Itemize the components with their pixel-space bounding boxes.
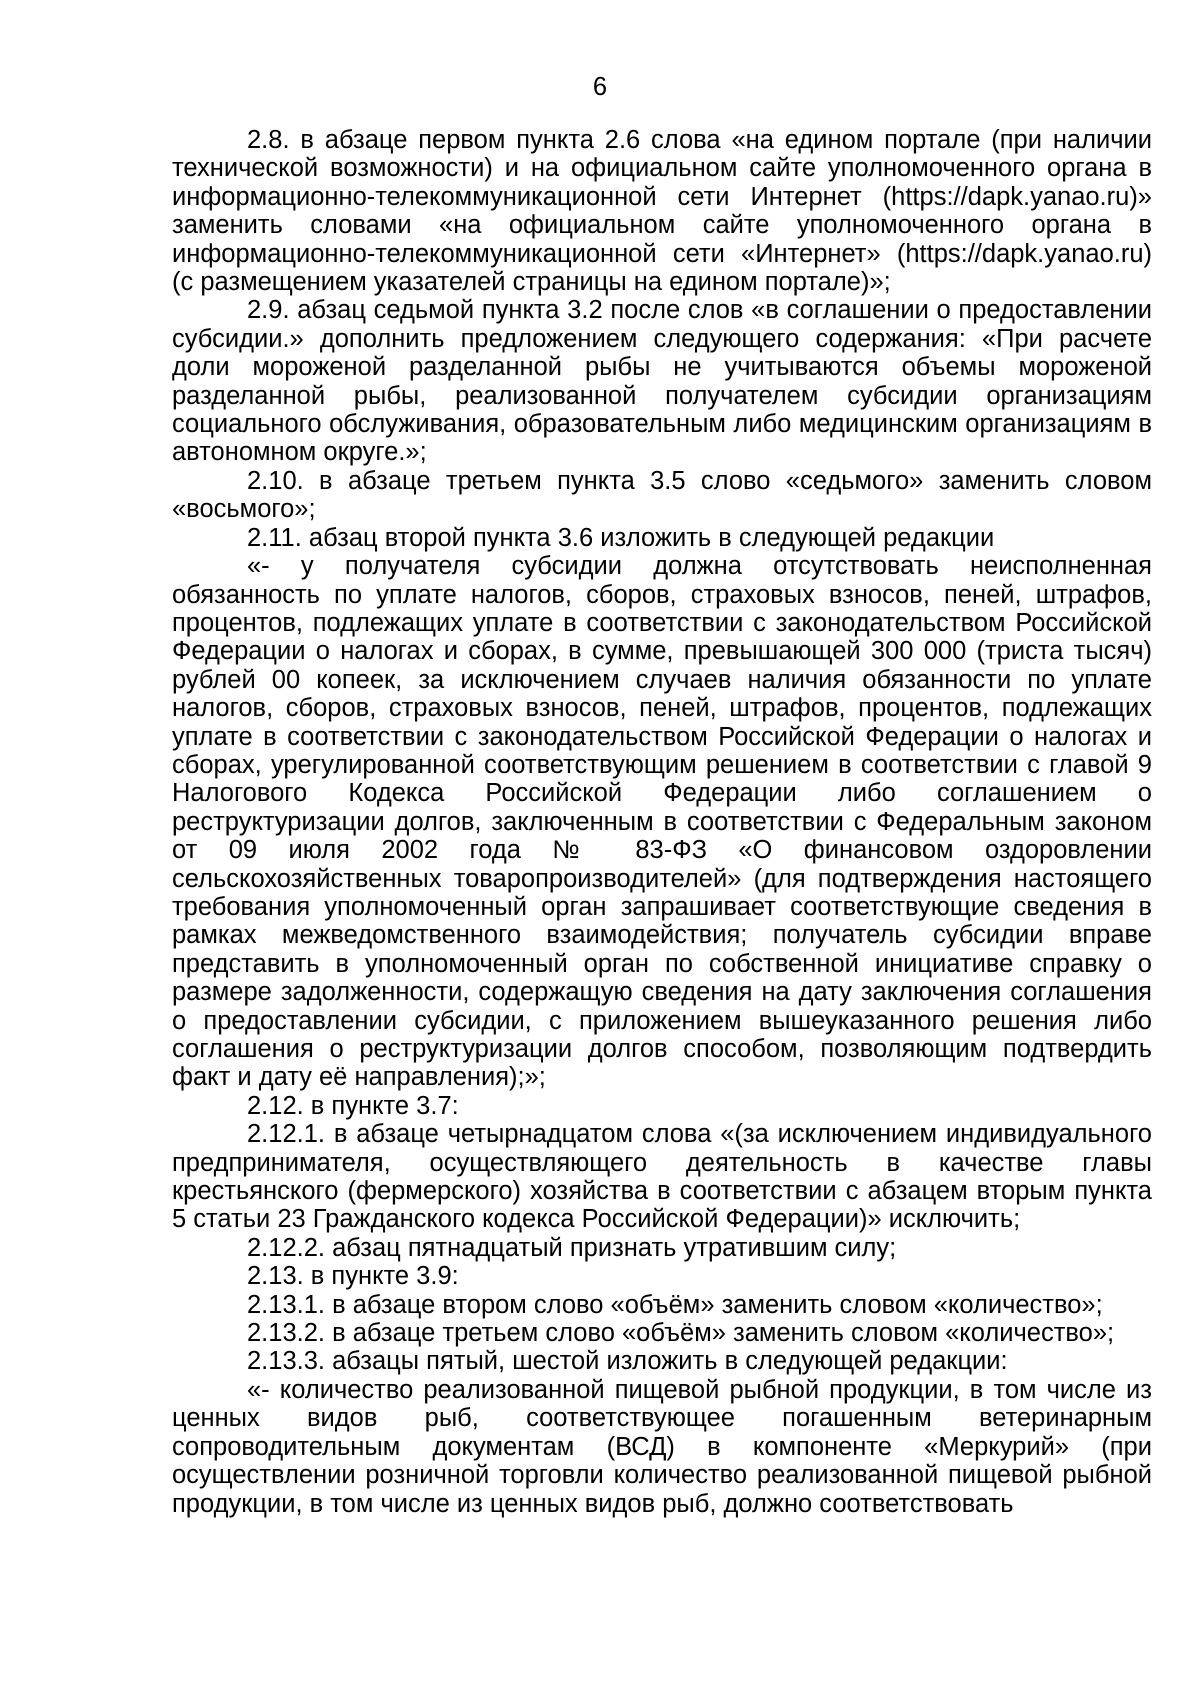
paragraph-2-11: 2.11. абзац второй пункта 3.6 изложить в следующей редакции: [247, 523, 995, 552]
paragraph-2-10: 2.10. в абзаце третьем пункта 3.5 слово «седьмого» заменить словом «восьмого»;: [172, 466, 1152, 524]
paragraph-2-11-quote: «- у получателя субсидии должна отсутствовать неисполненная обязанность по уплате налогов, сборов, страховых взносов, пеней, штрафов, процентов, подлежащих уплате в соответствии с законодательством Российской Федерации о налогах и сборах, в сумме, превышающей 300 000 (триста тысяч) рублей 00 копеек, за исключением случаев наличия обязанности по уплате налогов, сборов, страховых взносов, пеней, штрафов, процентов, подлежащих уплате в соответствии с законодательством Российской Федерации о налогах и сборах, урегулированной соответствующим решением в соответствии с главой 9 Налогового Кодекса Российской Федерации либо соглашением о реструктуризации долгов, заключенным в соответствии с Федеральным законом от 09 июля 2002 года № 83-ФЗ «О финансовом оздоровлении сельскохозяйственных товаропроизводителей» (для подтверждения настоящего требования уполномоченный орган запрашивает соответствующие сведения в рамках межведомственного взаимодействия; получатель субсидии вправе представить в уполномоченный орган по собственной инициативе справку о размере задолженности, содержащую сведения на дату заключения соглашения о предоставлении субсидии, с приложением вышеуказанного решения либо соглашения о реструктуризации долгов способом, позволяющим подтвердить факт и дату её направления);»;: [172, 552, 1152, 1092]
paragraph-2-13-3: 2.13.3. абзацы пятый, шестой изложить в следующей редакции:: [247, 1347, 1008, 1376]
document-body: [172, 126, 1152, 1518]
paragraph-2-13-2: 2.13.2. в абзаце третьем слово «объём» заменить словом «количество»;: [247, 1319, 1115, 1348]
paragraph-2-13: 2.13. в пункте 3.9:: [247, 1262, 459, 1291]
paragraph-2-13-1: 2.13.1. в абзаце втором слово «объём» заменить словом «количество»;: [247, 1290, 1103, 1319]
paragraph-2-12: 2.12. в пункте 3.7:: [247, 1091, 459, 1120]
paragraph-2-8: 2.8. в абзаце первом пункта 2.6 слова «на едином портале (при наличии технической возможности) и на официальном сайте уполномоченного органа в информационно-телекоммуникационной сети Интернет (https://dapk.yanao.ru)» заменить словами «на официальном сайте уполномоченного органа в информационно-телекоммуникационной сети «Интернет» (https://dapk.yanao.ru) (с размещением указателей страницы на едином портале)»;: [172, 126, 1152, 297]
paragraph-2-12-1: 2.12.1. в абзаце четырнадцатом слова «(за исключением индивидуального предпринимателя, осуществляющего деятельность в качестве главы крестьянского (фермерского) хозяйства в соответствии с абзацем вторым пункта 5 статьи 23 Гражданского кодекса Российской Федерации)» исключить;: [172, 1120, 1152, 1234]
paragraph-2-13-3-quote: «- количество реализованной пищевой рыбной продукции, в том числе из ценных видов рыб, соответствующее погашенным ветеринарным сопроводительным документам (ВСД) в компоненте «Меркурий» (при осуществлении розничной торговли количество реализованной пищевой рыбной продукции, в том числе из ценных видов рыб, должно соответствовать: [172, 1375, 1152, 1518]
paragraph-2-9: 2.9. абзац седьмой пункта 3.2 после слов «в соглашении о предоставлении субсидии.» дополнить предложением следующего содержания: «При расчете доли мороженой разделанной рыбы не учитываются объемы мороженой разделанной рыбы, реализованной получателем субсидии организациям социального обслуживания, образовательным либо медицинским организациям в автономном округе.»;: [172, 296, 1152, 467]
page-number: 6: [592, 73, 608, 101]
paragraph-2-12-2: 2.12.2. абзац пятнадцатый признать утратившим силу;: [247, 1233, 897, 1262]
